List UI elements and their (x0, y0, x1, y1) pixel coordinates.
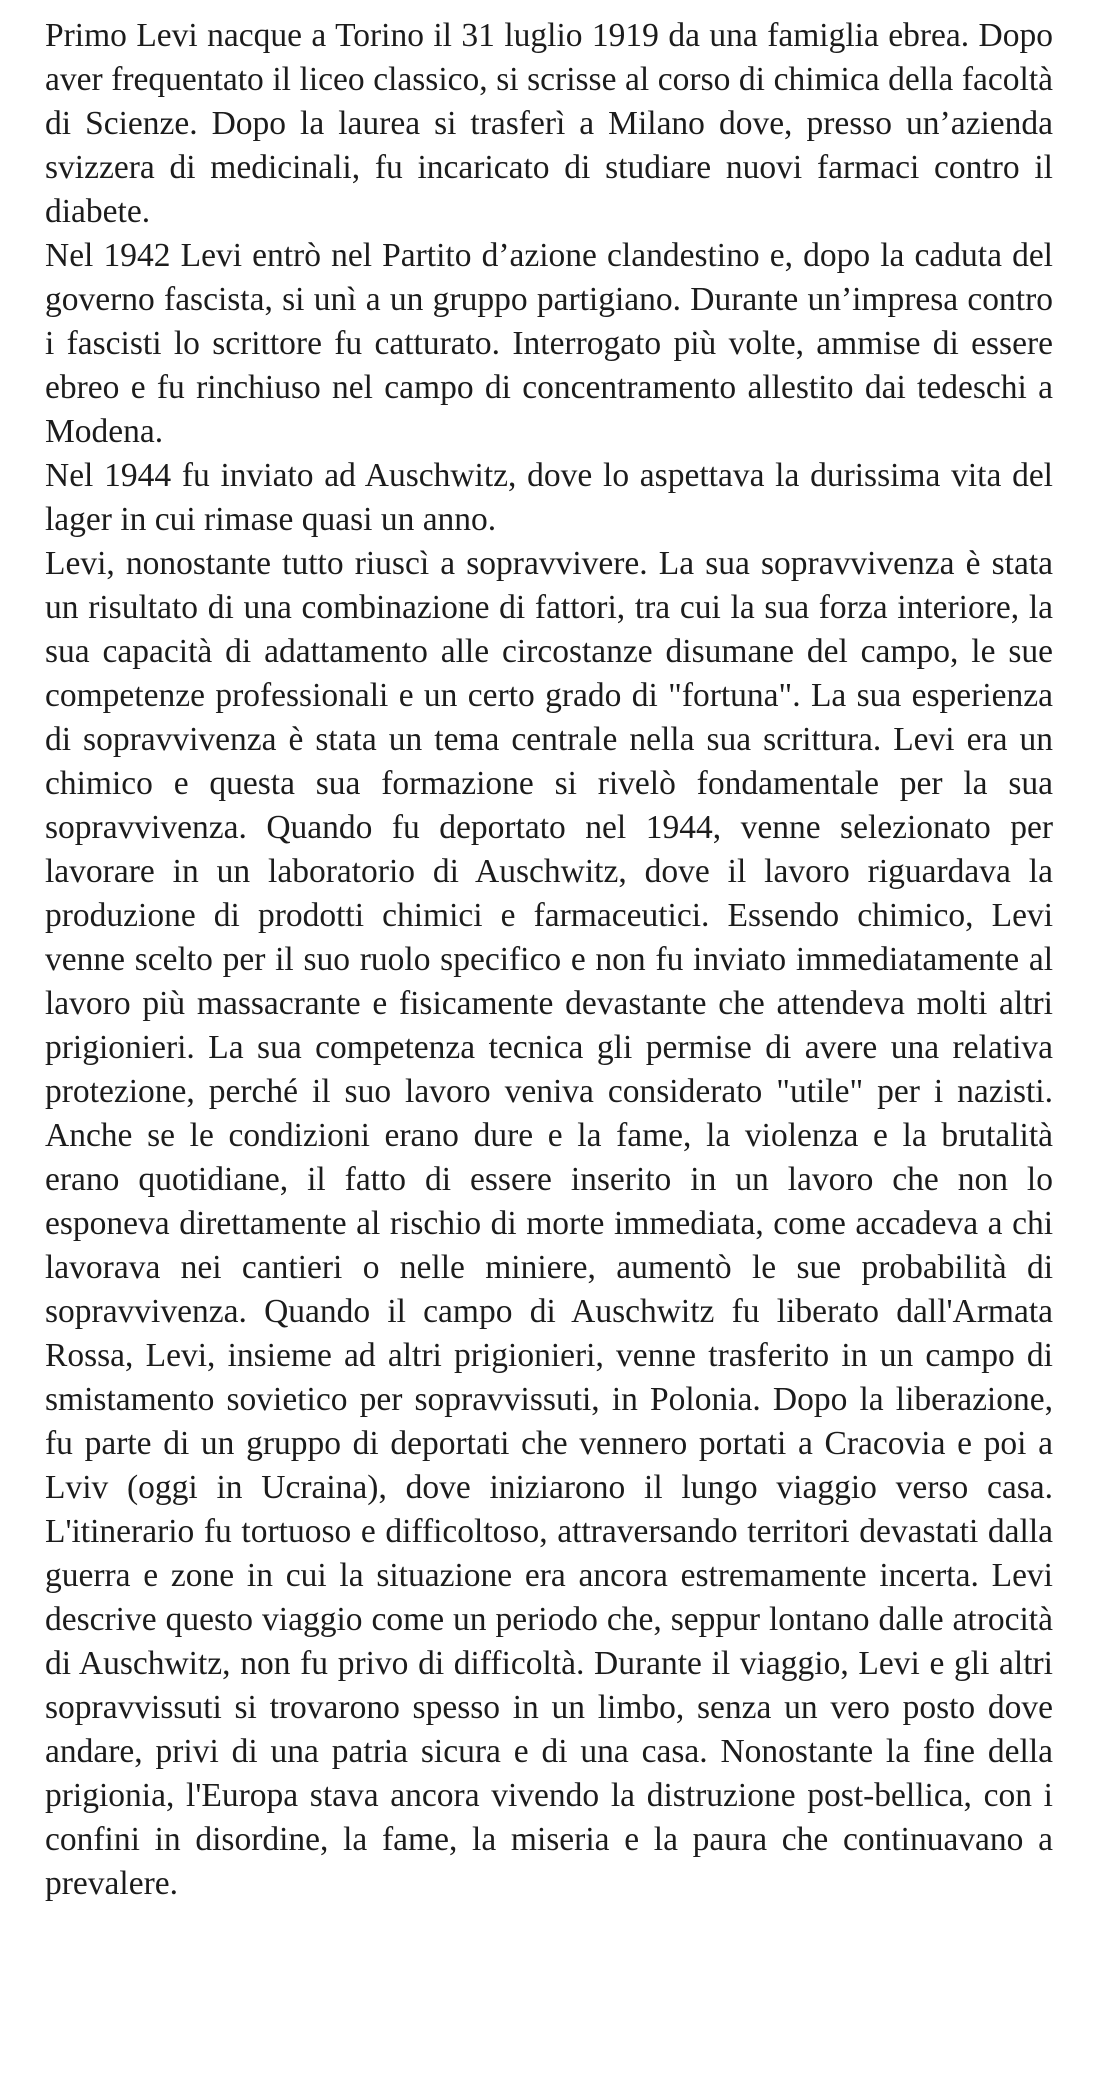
paragraph-resistance-capture: Nel 1942 Levi entrò nel Partito d’azione clandestino e, dopo la caduta del governo fascista, si unì a un gruppo partigiano. Durante un’impresa contro i fascisti lo scrittore fu catturato. Interrogato più volte, ammise di essere ebreo e fu rinchiuso nel campo di concentramento allestito dai tedeschi a Modena. (45, 237, 1053, 450)
paragraph-survival-return: Levi, nonostante tutto riuscì a sopravvivere. La sua sopravvivenza è stata un risultato di una combinazione di fattori, tra cui la sua forza interiore, la sua capacità di adattamento alle circostanze disumane del campo, le sue competenze professionali e un certo grado di "fortuna". La sua esperienza di sopravvivenza è stata un tema centrale nella sua scrittura. Levi era un chimico e questa sua formazione si rivelò fondamentale per la sua sopravvivenza. Quando fu deportato nel 1944, venne selezionato per lavorare in un laboratorio di Auschwitz, dove il lavoro riguardava la produzione di prodotti chimici e farmaceutici. Essendo chimico, Levi venne scelto per il suo ruolo specifico e non fu inviato immediatamente al lavoro più massacrante e fisicamente devastante che attendeva molti altri prigionieri. La sua competenza tecnica gli permise di avere una relativa protezione, perché il suo lavoro veniva considerato "utile" per i nazisti. Anche se le condizioni erano dure e la fame, la violenza e la brutalità erano quotidiane, il fatto di essere inserito in un lavoro che non lo esponeva direttamente al rischio di morte immediata, come accadeva a chi lavorava nei cantieri o nelle miniere, aumentò le sue probabilità di sopravvivenza. Quando il campo di Auschwitz fu liberato dall'Armata Rossa, Levi, insieme ad altri prigionieri, venne trasferito in un campo di smistamento sovietico per sopravvissuti, in Polonia. Dopo la liberazione, fu parte di un gruppo di deportati che vennero portati a Cracovia e poi a Lviv (oggi in Ucraina), dove iniziarono il lungo viaggio verso casa. L'itinerario fu tortuoso e difficoltoso, attraversando territori devastati dalla guerra e zone in cui la situazione era ancora estremamente incerta. Levi descrive questo viaggio come un periodo che, seppur lontano dalle atrocità di Auschwitz, non fu privo di difficoltà. Durante il viaggio, Levi e gli altri sopravvissuti si trovarono spesso in un limbo, senza un vero posto dove andare, privi di una patria sicura e di una casa. Nonostante la fine della prigionia, l'Europa stava ancora vivendo la distruzione post-bellica, con i confini in disordine, la fame, la miseria e la paura che continuavano a prevalere. (45, 545, 1053, 1902)
paragraph-birth-education: Primo Levi nacque a Torino il 31 luglio 1919 da una famiglia ebrea. Dopo aver frequentato il liceo classico, si scrisse al corso di chimica della facoltà di Scienze. Dopo la laurea si trasferì a Milano dove, presso un’azienda svizzera di medicinali, fu incaricato di studiare nuovi farmaci contro il diabete. (45, 17, 1053, 230)
paragraph-auschwitz-deportation: Nel 1944 fu inviato ad Auschwitz, dove lo aspettava la durissima vita del lager in cui rimase quasi un anno. (45, 457, 1053, 538)
document-body (45, 14, 1053, 1906)
